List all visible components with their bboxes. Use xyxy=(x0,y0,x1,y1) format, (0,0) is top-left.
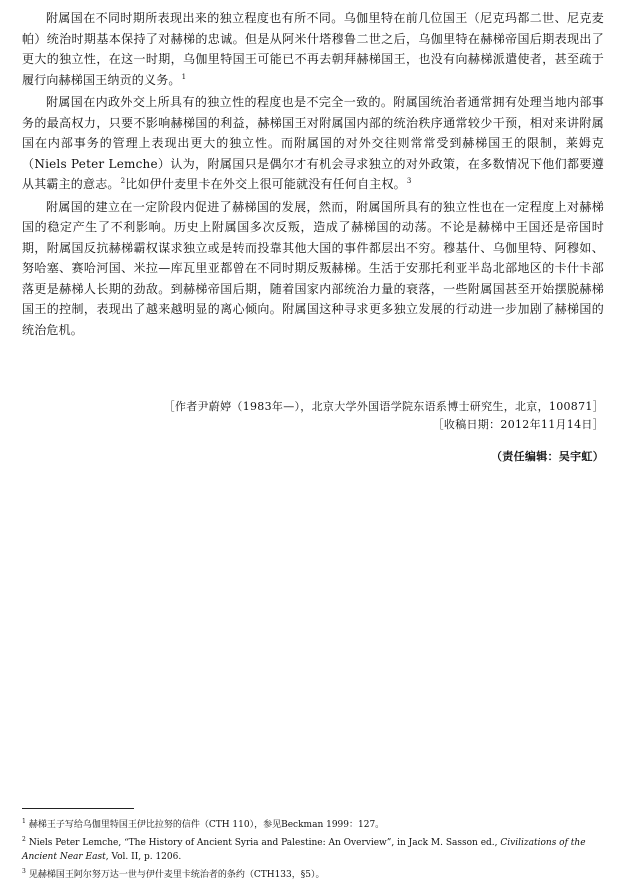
footnote-ref-3[interactable]: 3 xyxy=(406,177,412,185)
paragraph-2-text: 附属国在内政外交上所具有的独立性的程度也是不完全一致的。附属国统治者通常拥有处理当地内部事务的最高权力，只要不影响赫梯国的利益，赫梯国王对附属国内部的统治秩序通常较少干预，相对来讲附属国在内部事务的管理上表现出更大的独立性。而附属国的对外交往则常常受到赫梯国王的限制，莱姆克（Niels Peter Lemche）认为，附属国只是偶尔才有机会寻求独立的对外政策，在多数情况下他们都要遵从其霸主的意志。 xyxy=(22,95,604,191)
received-date: ［收稿日期：2012年11月14日］ xyxy=(432,418,604,431)
footnote-2 xyxy=(22,833,604,865)
footnote-text: 见赫梯国王阿尔努万达一世与伊什麦里卡统治者的条约（CTH133，§5）。 xyxy=(28,869,325,880)
footnote-text: Niels Peter Lemche, “The History of Ancient Syria and Palestine: An Overview”, in Jack M. Sasson ed., xyxy=(28,837,501,848)
footnote-book-title: Civilizations of the Ancient Near East xyxy=(22,837,586,862)
paragraph-1 xyxy=(22,8,604,90)
footnote-text: 赫梯王子写给乌伽里特国王伊比拉努的信件（CTH 110），参见Beckman 1999：127。 xyxy=(28,820,385,830)
footnote-number: 2 xyxy=(22,835,26,843)
footnote-divider xyxy=(22,808,134,809)
paragraph-1-text: 附属国在不同时期所表现出来的独立程度也有所不同。乌伽里特在前几位国王（尼克玛都二世、尼克麦帕）统治时期基本保持了对赫梯的忠诚。但是从阿米什塔穆鲁二世之后，乌伽里特在赫梯帝国后期表现出了更大的独立性，在这一时期，乌伽里特国王可能已不再去朝拜赫梯国王，也没有向赫梯派遣使者，甚至疏于履行向赫梯国王纳贡的义务。 xyxy=(22,11,604,87)
footnote-number: 1 xyxy=(22,818,26,825)
author-info: ［作者尹蔚婷（1983年—），北京大学外国语学院东语系博士研究生，北京，100871］ xyxy=(163,400,604,413)
footnote-number: 3 xyxy=(22,867,26,875)
footnote-text-cont: , Vol. II, p. 1206. xyxy=(105,852,182,862)
paragraph-2-text-cont: 比如伊什麦里卡在外交上很可能就没有任何自主权。 xyxy=(125,177,406,191)
paragraph-3 xyxy=(22,197,604,341)
paragraph-3-text: 附属国的建立在一定阶段内促进了赫梯国的发展，然而，附属国所具有的独立性也在一定程度上对赫梯国的稳定产生了不利影响。历史上附属国多次反叛，造成了赫梯国的动荡。不论是赫梯中王国还是帝国时期，附属国反抗赫梯霸权谋求独立或是转而投靠其他大国的事件都层出不穷。穆基什、乌伽里特、阿穆如、努哈塞、赛哈河国、米拉—库瓦里亚都曾在不同时期反叛赫梯。生活于安那托利亚半岛北部地区的卡什卡部落更是赫梯人长期的劲敌。到赫梯帝国后期，随着国家内部统治力量的衰落，一些附属国甚至开始摆脱赫梯国王的控制，表现出了越来越明显的离心倾向。附属国这种寻求更多独立发展的行动进一步加剧了赫梯国的统治危机。 xyxy=(22,199,604,337)
paragraph-2 xyxy=(22,92,604,195)
footnotes xyxy=(22,815,604,882)
article-body xyxy=(22,8,604,342)
responsible-editor: （责任编辑：吴宇虹） xyxy=(491,450,604,463)
footnote-3 xyxy=(22,865,604,883)
footnote-ref-1[interactable]: 1 xyxy=(181,72,187,81)
footnote-ref-2[interactable]: 2 xyxy=(120,177,126,185)
footnote-1 xyxy=(22,815,604,833)
